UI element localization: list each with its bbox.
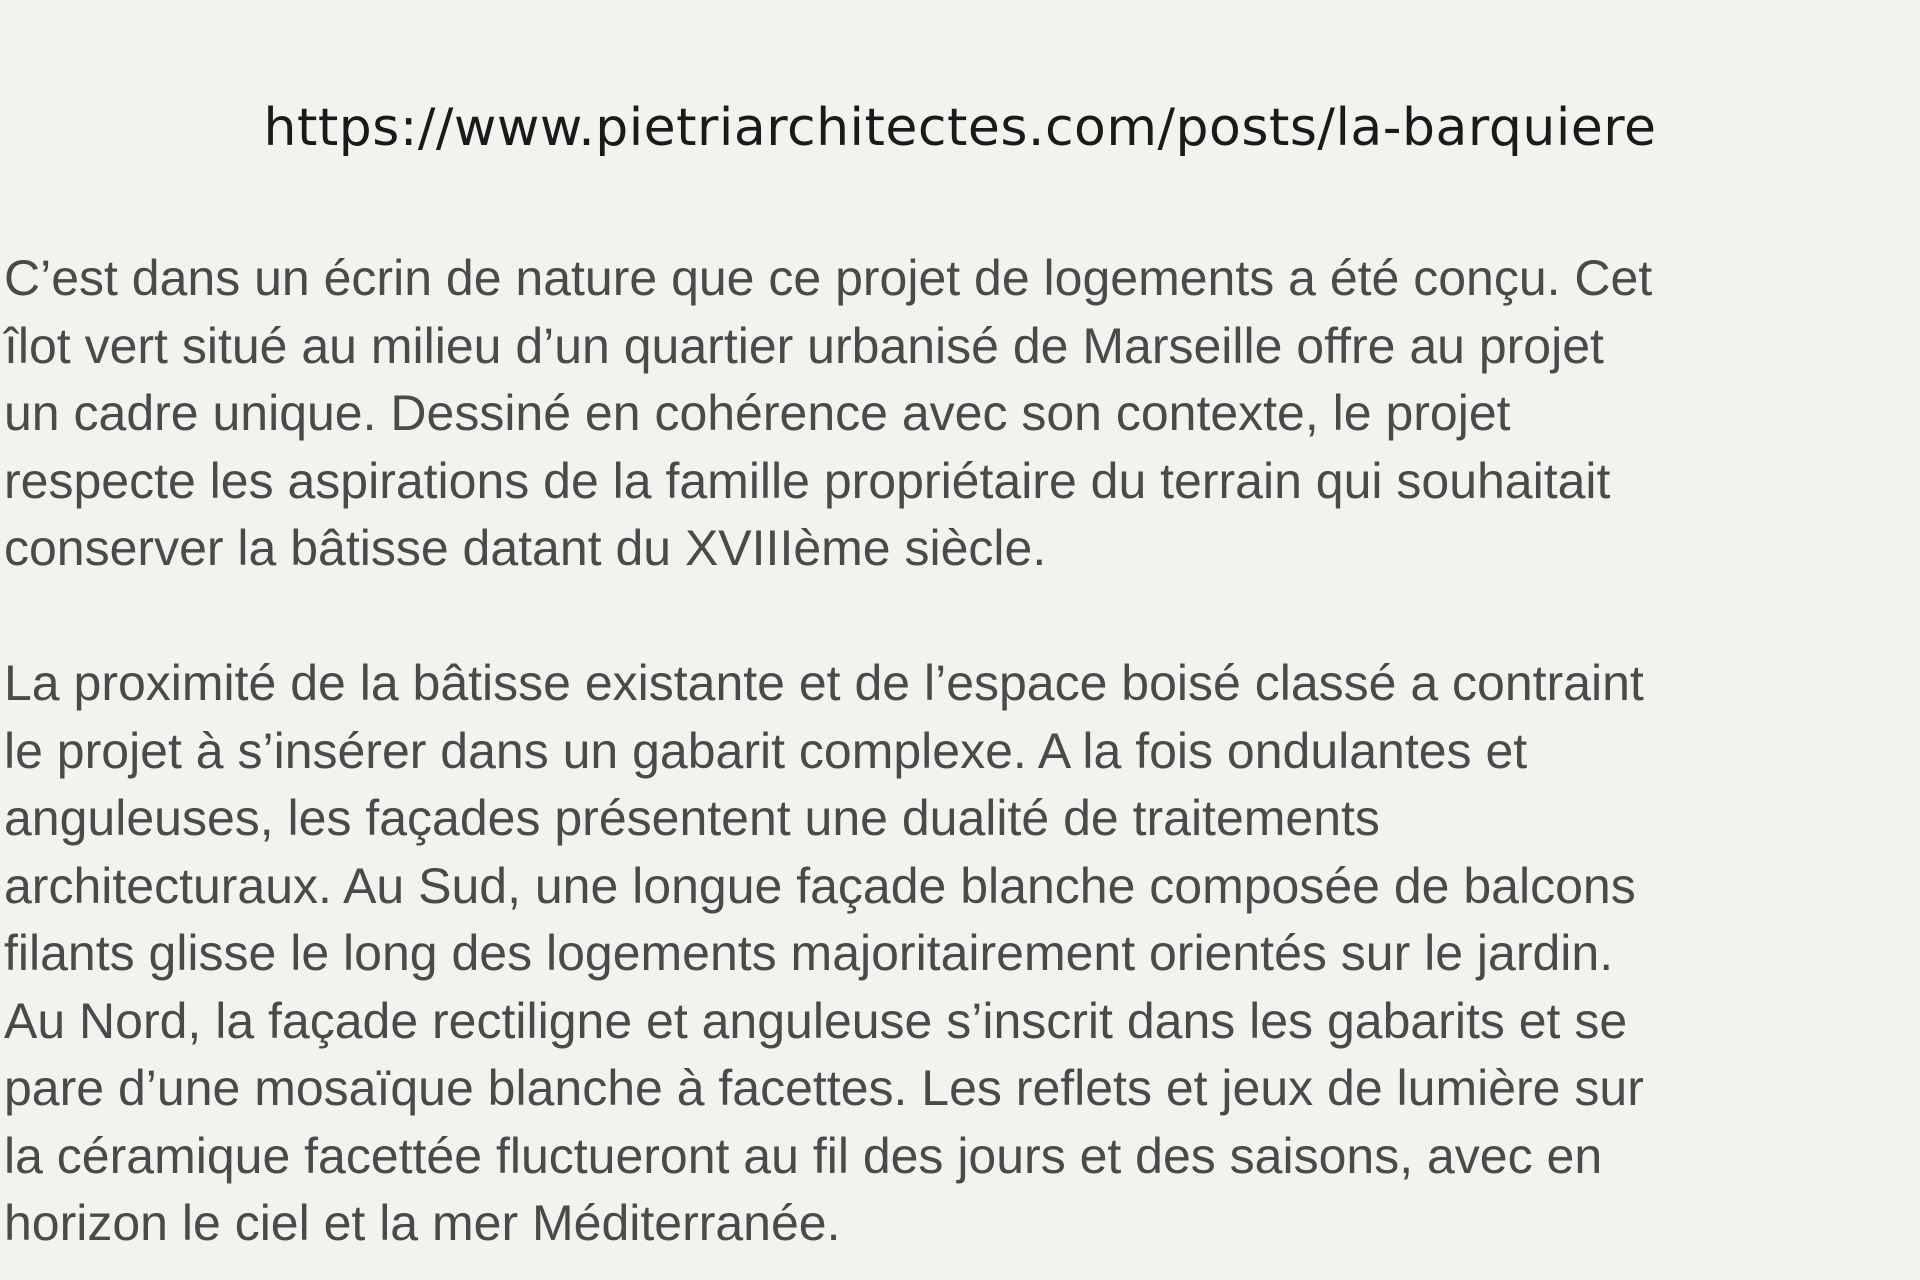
source-url: https://www.pietriarchitectes.com/posts/la-barquiere: [263, 98, 1657, 158]
article-paragraph-2: La proximité de la bâtisse existante et de l’espace boisé classé a contraint le projet à s’insérer dans un gabarit complexe. A la fois ondulantes et anguleuses, les façades présentent une dualité de traitements architecturaux. Au Sud, une longue façade blanche composée de balcons filants glisse le long des logements majoritairement orientés sur le jardin. Au Nord, la façade rectiligne et anguleuse s’inscrit dans les gabarits et se pare d’une mosaïque blanche à facettes. Les reflets et jeux de lumière sur la céramique facettée fluctueront au fil des jours et des saisons, avec en horizon le ciel et la mer Méditerranée.: [4, 655, 1644, 1251]
article-paragraph-1: C’est dans un écrin de nature que ce projet de logements a été conçu. Cet îlot vert situé au milieu d’un quartier urbanisé de Marseille offre au projet un cadre unique. Dessiné en cohérence avec son contexte, le projet respecte les aspirations de la famille propriétaire du terrain qui souhaitait conserver la bâtisse datant du XVIIIème siècle.: [4, 250, 1653, 576]
